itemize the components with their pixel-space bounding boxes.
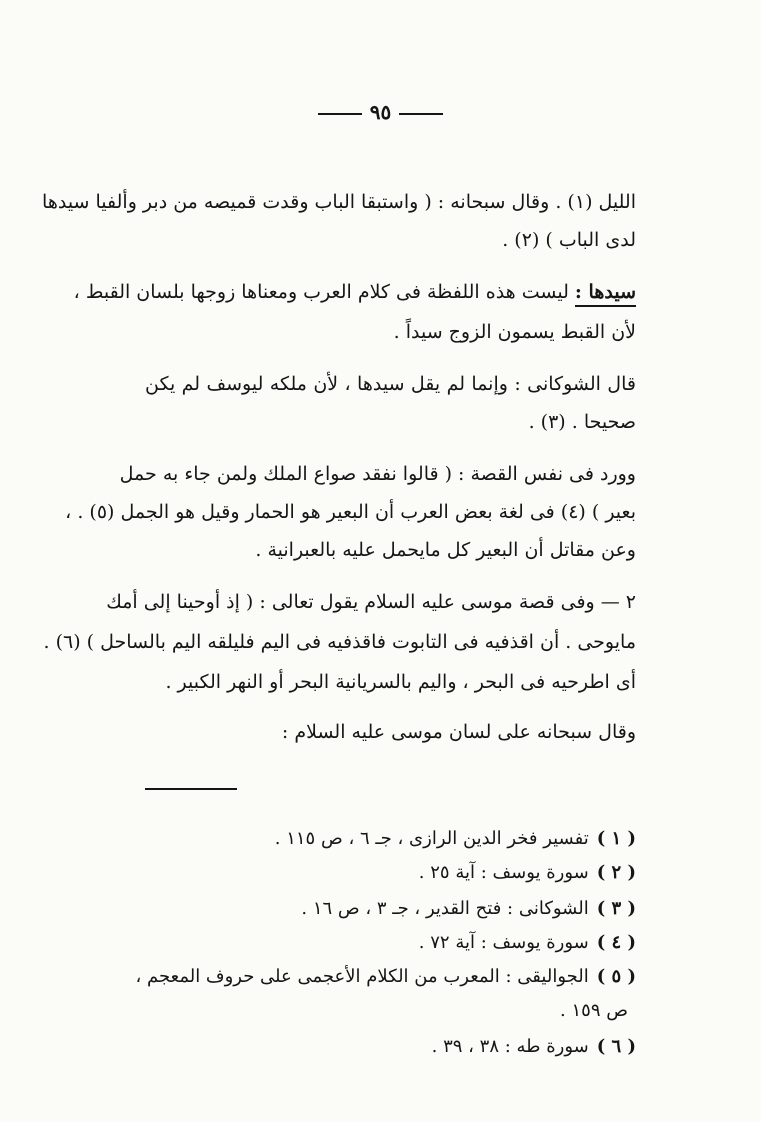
- footnote-4: ( ٤ )سورة يوسف : آية ٧٢ .: [418, 932, 636, 953]
- footnote-separator: [145, 788, 237, 790]
- footnote-3: ( ٣ )الشوكانی : فتح القدیر ، جـ ٣ ، ص ١٦ .: [301, 898, 636, 919]
- footnote-2: ( ٢ )سورة يوسف : آية ٢٥ .: [418, 862, 636, 883]
- paragraph-5-line-2: مایوحی . أن اقذفیه فی التابوت فاقذفیه فی الیم فلیلقه الیم بالساحل ) (٦) .: [43, 631, 636, 653]
- page-number-dash-right: [399, 113, 443, 115]
- underlined-term: سیدها :: [575, 281, 636, 307]
- page-number-dash-left: [318, 113, 362, 115]
- paragraph-4-line-3: وعن مقاتل أن البعير كل مايحمل عليه بالعبرانية .: [255, 539, 636, 561]
- paragraph-2-line-2: لأن القبط يسمون الزوج سيداً .: [393, 321, 636, 343]
- paragraph-6-line-1: وقال سبحانه علی لسان موسی علیه السلام :: [281, 721, 636, 743]
- footnote-6: ( ٦ )سورة طه : ٣٨ ، ٣٩ .: [431, 1036, 636, 1057]
- footnote-5-continuation: ص ١٥٩ .: [560, 1000, 628, 1021]
- paragraph-4-line-2: بعير ) (٤) فی لغة بعض العرب أن البعير هو الحمار وقيل هو الجمل (٥) . ،: [65, 501, 636, 523]
- footnote-5: ( ٥ )الجواليقى : المعرب من الكلام الأعجمى على حروف المعجم ،: [135, 966, 636, 987]
- paragraph-5-line-1: ٢ — وفی قصة موسی علیه السلام یقول تعالی : ( إذ أوحینا إلی أمك: [106, 591, 636, 613]
- paragraph-3-line-1: قال الشوكانی : وإنما لم يقل سيدها ، لأن ملكه ليوسف لم يكن: [145, 373, 636, 395]
- page-number: ٩٥: [0, 100, 761, 124]
- paragraph-5-line-3: أی اطرحیه فی البحر ، والیم بالسریانیة البحر أو النهر الکبیر .: [165, 671, 636, 693]
- paragraph-1-line-2: لدى الباب ) (٢) .: [502, 229, 636, 251]
- paragraph-3-line-2: صحيحا . (٣) .: [528, 411, 636, 433]
- footnote-1: ( ١ )تفسير فخر الدين الرازى ، جـ ٦ ، ص ١١٥ .: [274, 828, 636, 849]
- paragraph-4-line-1: وورد فی نفس القصة : ( قالوا نفقد صواع الملك ولمن جاء به حمل: [119, 463, 636, 485]
- paragraph-1-line-1: الليل (١) . وقال سبحانه : ( واستبقا الباب وقدت قميصه من دبر وألفيا سيدها: [42, 191, 636, 213]
- paragraph-2-line-1: سیدها : لیست هذه اللفظة فی کلام العرب ومعناها زوجها بلسان القبط ،: [145, 278, 636, 306]
